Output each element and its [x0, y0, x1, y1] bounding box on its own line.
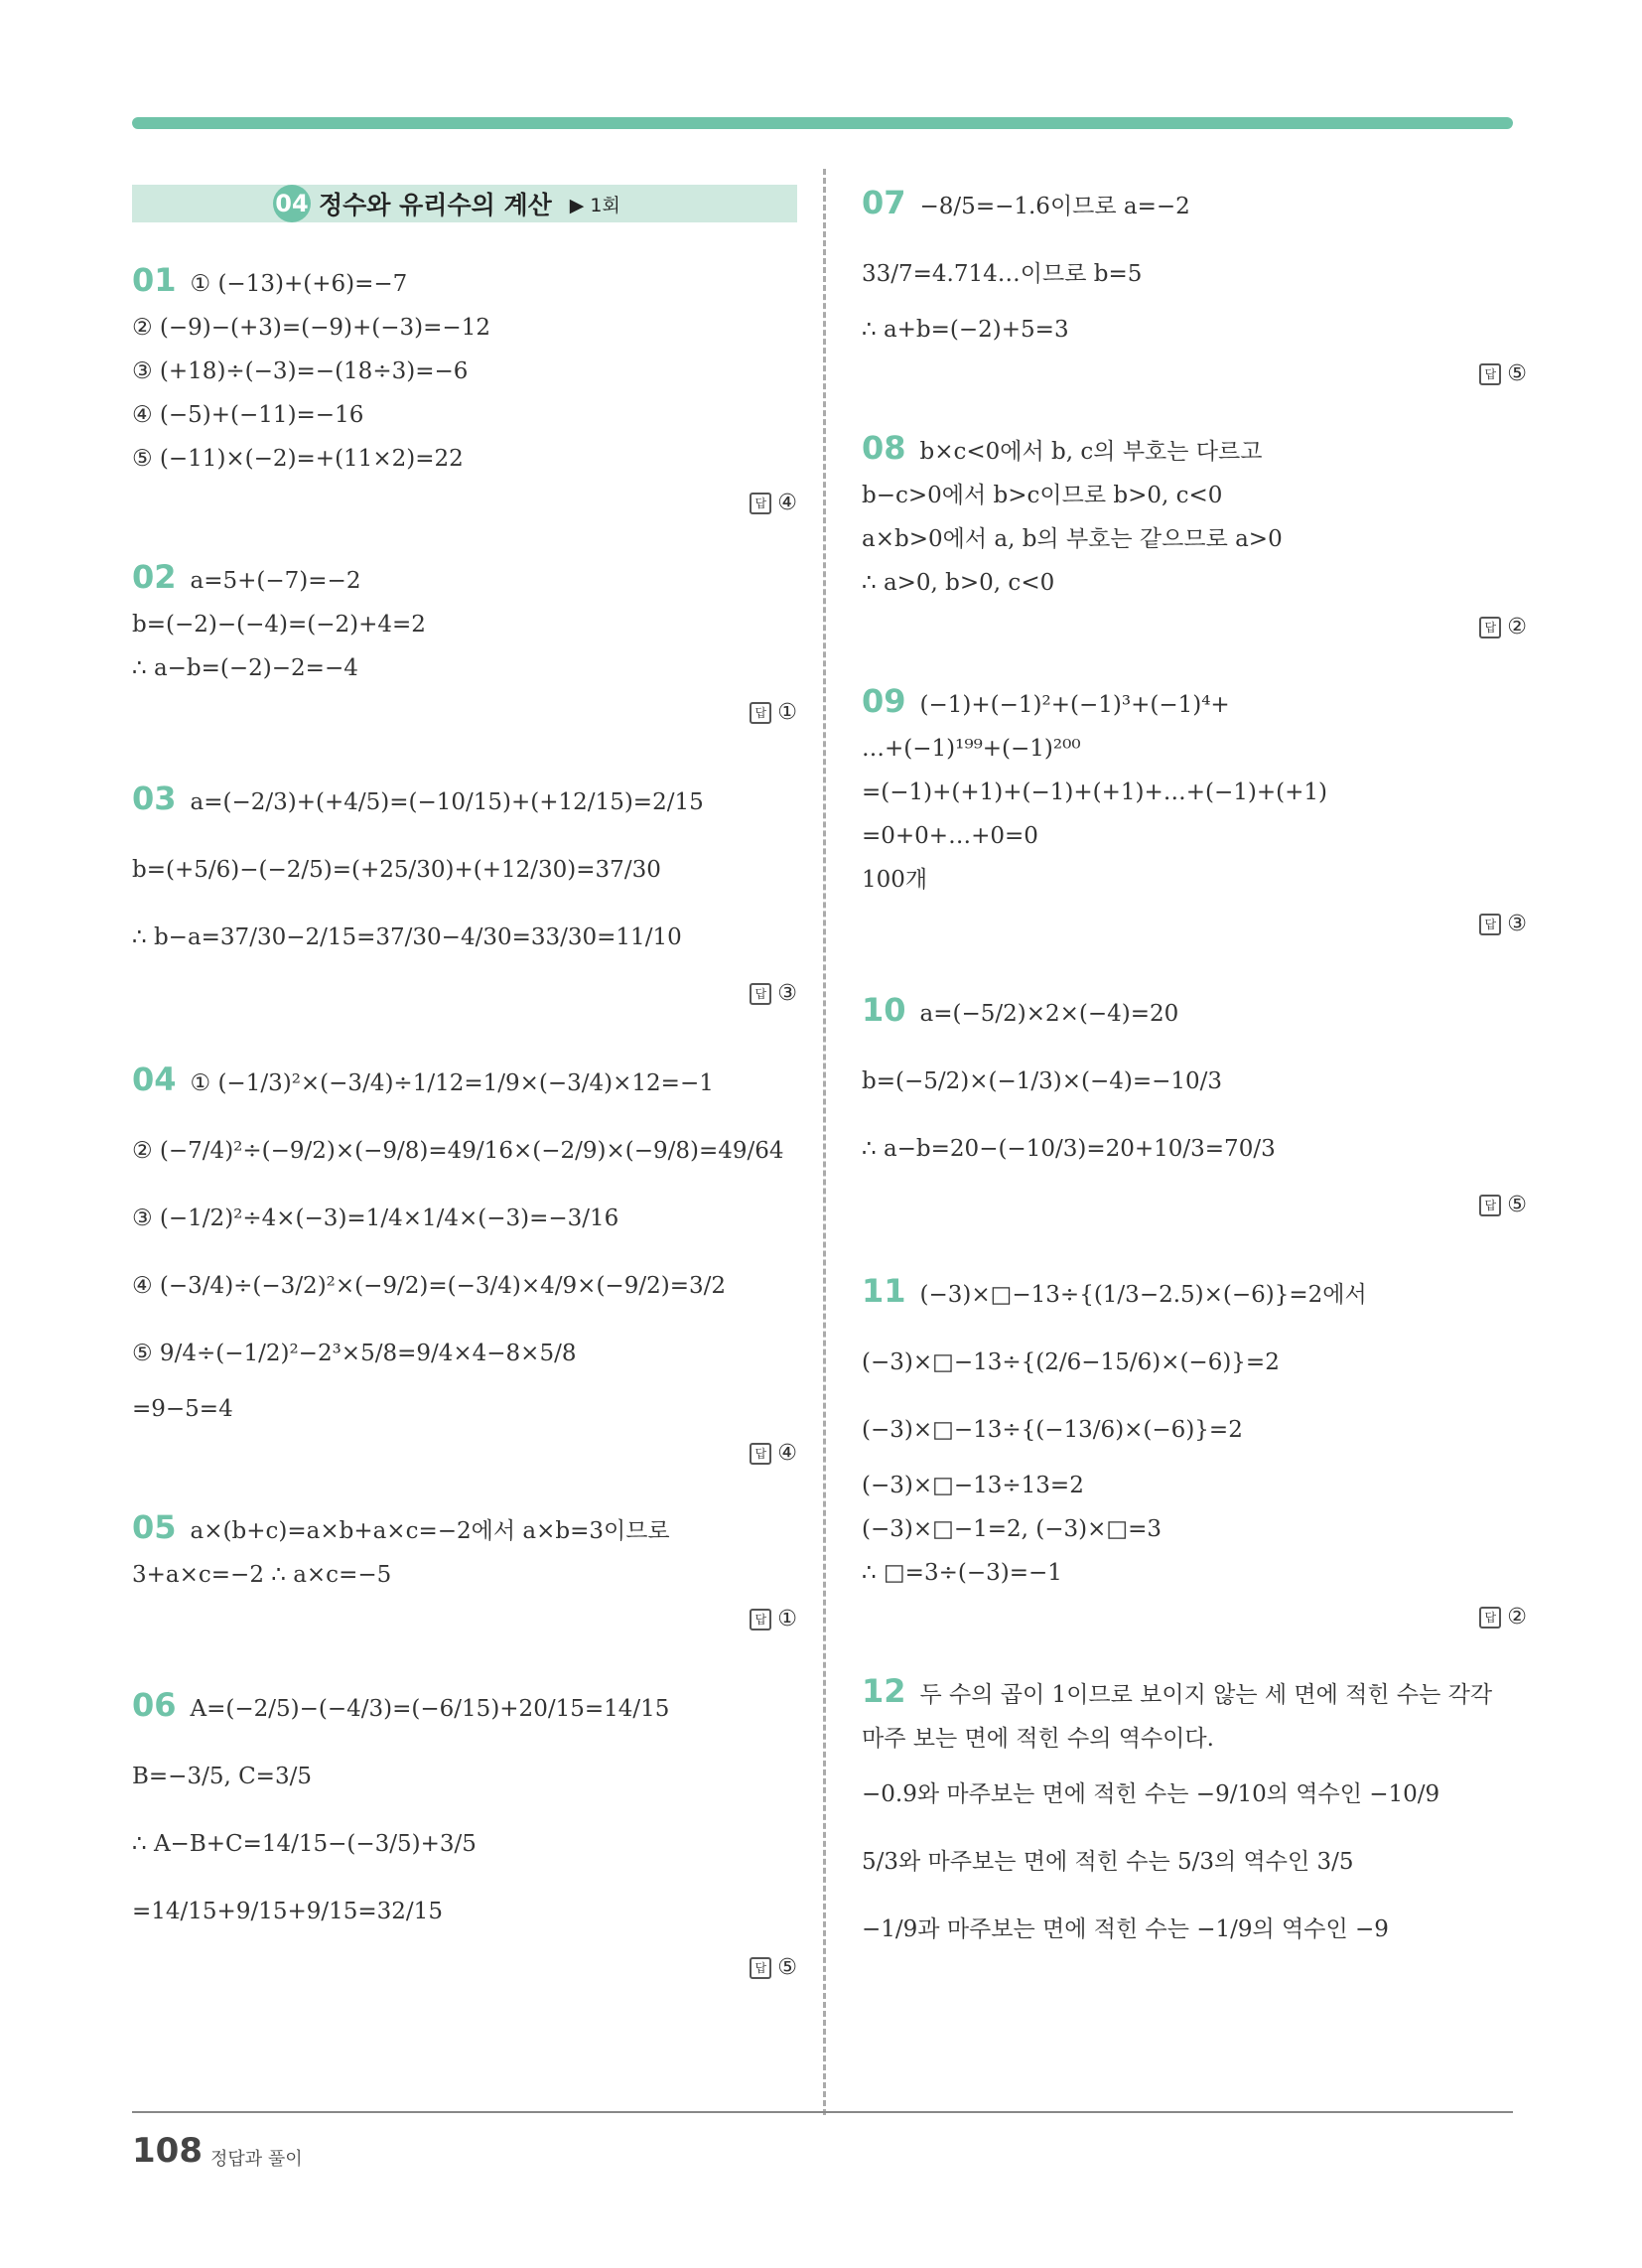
solution-text: ④ (−3/4)÷(−3/2)²×(−9/2)=(−3/4)×4/9×(−9/2)=3/2 — [132, 1273, 726, 1299]
right-problems — [862, 169, 1527, 1963]
solution-line — [132, 1505, 797, 1553]
solution-line — [862, 1717, 1527, 1761]
solution-line — [862, 1896, 1527, 1963]
solution-line — [132, 603, 797, 646]
solution-line — [862, 1257, 1527, 1329]
answer-icon: 답 — [750, 493, 771, 514]
answer-icon: 답 — [1479, 617, 1501, 638]
solution-line — [862, 1048, 1527, 1115]
section-header — [132, 185, 797, 222]
solution-line — [132, 1252, 797, 1320]
solution-text: a=(−5/2)×2×(−4)=20 — [919, 1001, 1179, 1027]
solution-line — [132, 350, 797, 393]
answer-icon: 답 — [750, 1609, 771, 1630]
solution-text: ② (−7/4)²÷(−9/2)×(−9/8)=49/16×(−2/9)×(−9/8)=49/64 — [132, 1138, 784, 1164]
footer-line — [132, 2111, 1513, 2113]
solution-text: 100개 — [862, 867, 928, 893]
answer-value: ② — [1507, 1605, 1527, 1630]
solution-text: A=(−2/5)−(−4/3)=(−6/15)+20/15=14/15 — [190, 1696, 670, 1722]
problem-03 — [132, 765, 797, 1006]
solution-line — [862, 1507, 1527, 1551]
solution-line — [862, 426, 1527, 474]
solution-text: 3+a×c=−2 ∴ a×c=−5 — [132, 1562, 392, 1588]
problem-number: 06 — [132, 1686, 177, 1724]
solution-line — [862, 1828, 1527, 1896]
solution-text: B=−3/5, C=3/5 — [132, 1764, 312, 1789]
solution-text: (−3)×□−13÷13=2 — [862, 1473, 1084, 1498]
solution-text: −1/9과 마주보는 면에 적힌 수는 −1/9의 역수인 −9 — [862, 1916, 1389, 1942]
solution-text: b−c>0에서 b>c이므로 b>0, c<0 — [862, 483, 1223, 508]
top-bar — [132, 117, 1513, 129]
solution-text: 마주 보는 면에 적힌 수의 역수이다. — [862, 1726, 1214, 1752]
page-label: 정답과 풀이 — [210, 2149, 303, 2170]
problem-number: 11 — [862, 1272, 906, 1310]
solution-line — [862, 976, 1527, 1048]
problem-12 — [862, 1669, 1527, 1963]
solution-text: ② (−9)−(+3)=(−9)+(−3)=−12 — [132, 315, 490, 341]
solution-line — [862, 308, 1527, 352]
answer-value: ② — [1507, 615, 1527, 639]
solution-text: =0+0+…+0=0 — [862, 823, 1038, 849]
answer — [862, 912, 1527, 936]
solution-line — [132, 258, 797, 306]
answer — [132, 491, 797, 515]
answer-value: ⑤ — [1507, 1193, 1527, 1217]
solution-text: 33/7=4.714…이므로 b=5 — [862, 261, 1143, 287]
problem-number: 05 — [132, 1508, 177, 1546]
solution-line — [132, 1553, 797, 1597]
answer-icon: 답 — [1479, 1195, 1501, 1216]
solution-line — [862, 679, 1527, 727]
answer-value: ④ — [777, 1441, 797, 1466]
solution-text: ① (−1/3)²×(−3/4)÷1/12=1/9×(−3/4)×12=−1 — [190, 1070, 714, 1096]
solution-text: ⑤ (−11)×(−2)=+(11×2)=22 — [132, 446, 464, 472]
solution-line — [132, 1320, 797, 1387]
column-divider — [823, 169, 826, 2115]
solution-line — [132, 1046, 797, 1117]
answer — [862, 615, 1527, 639]
solution-line — [132, 1387, 797, 1431]
answer-icon: 답 — [750, 1957, 771, 1979]
solution-text: =14/15+9/15+9/15=32/15 — [132, 1899, 443, 1924]
solution-line — [132, 437, 797, 481]
solution-line — [862, 240, 1527, 308]
problem-08 — [862, 426, 1527, 639]
solution-text: (−1)+(−1)²+(−1)³+(−1)⁴+ — [919, 692, 1230, 718]
solution-text: ∴ A−B+C=14/15−(−3/5)+3/5 — [132, 1831, 477, 1857]
answer-value: ④ — [777, 491, 797, 515]
problem-number: 08 — [862, 429, 906, 467]
solution-text: ∴ a+b=(−2)+5=3 — [862, 317, 1069, 343]
answer — [862, 361, 1527, 386]
solution-line — [862, 1464, 1527, 1507]
solution-text: ⑤ 9/4÷(−1/2)²−2³×5/8=9/4×4−8×5/8 — [132, 1341, 577, 1366]
solution-line — [862, 858, 1527, 902]
left-column — [132, 169, 797, 2020]
problem-07 — [862, 169, 1527, 386]
solution-text: a=5+(−7)=−2 — [190, 568, 361, 594]
solution-text: ∴ a−b=(−2)−2=−4 — [132, 655, 358, 681]
solution-text: ④ (−5)+(−11)=−16 — [132, 402, 364, 428]
solution-text: ③ (+18)÷(−3)=−(18÷3)=−6 — [132, 358, 469, 384]
solution-text: =(−1)+(+1)+(−1)+(+1)+…+(−1)+(+1) — [862, 780, 1328, 805]
answer — [132, 700, 797, 725]
section-number: 04 — [273, 185, 311, 222]
problem-number: 02 — [132, 558, 177, 596]
problem-02 — [132, 555, 797, 725]
solution-text: a=(−2/3)+(+4/5)=(−10/15)+(+12/15)=2/15 — [190, 789, 704, 815]
problem-01 — [132, 258, 797, 515]
right-column — [862, 169, 1527, 2003]
problem-number: 09 — [862, 682, 906, 720]
section-tag: ▶ 1회 — [569, 194, 620, 216]
solution-line — [132, 555, 797, 603]
answer-icon: 답 — [1479, 1607, 1501, 1629]
answer-icon: 답 — [1479, 363, 1501, 385]
solution-text: ① (−13)+(+6)=−7 — [190, 271, 408, 297]
solution-line — [862, 1551, 1527, 1595]
solution-line — [862, 169, 1527, 240]
solution-text: 두 수의 곱이 1이므로 보이지 않는 세 면에 적힌 수는 각각 — [919, 1682, 1493, 1708]
problem-09 — [862, 679, 1527, 936]
problem-number: 03 — [132, 780, 177, 817]
solution-text: b×c<0에서 b, c의 부호는 다르고 — [919, 439, 1263, 465]
answer — [132, 1955, 797, 1980]
solution-line — [132, 306, 797, 350]
solution-line — [132, 904, 797, 971]
answer-value: ① — [777, 1607, 797, 1631]
solution-line — [132, 1671, 797, 1743]
solution-line — [862, 517, 1527, 561]
problem-10 — [862, 976, 1527, 1217]
solution-text: a×(b+c)=a×b+a×c=−2에서 a×b=3이므로 — [190, 1518, 670, 1544]
solution-text: (−3)×□−1=2, (−3)×□=3 — [862, 1516, 1163, 1542]
problem-number: 01 — [132, 261, 177, 299]
answer-value: ⑤ — [777, 1955, 797, 1980]
solution-text: b=(−2)−(−4)=(−2)+4=2 — [132, 612, 426, 638]
solution-text: ∴ a−b=20−(−10/3)=20+10/3=70/3 — [862, 1136, 1276, 1162]
answer-icon: 답 — [750, 983, 771, 1005]
solution-text: …+(−1)¹⁹⁹+(−1)²⁰⁰ — [862, 736, 1081, 762]
solution-line — [132, 1878, 797, 1945]
solution-line — [862, 771, 1527, 814]
answer — [132, 1441, 797, 1466]
answer — [862, 1193, 1527, 1217]
answer-icon: 답 — [1479, 914, 1501, 935]
solution-text: 5/3와 마주보는 면에 적힌 수는 5/3의 역수인 3/5 — [862, 1849, 1354, 1875]
solution-line — [862, 1329, 1527, 1396]
solution-line — [862, 474, 1527, 517]
section-title: 정수와 유리수의 계산 — [319, 191, 552, 219]
answer-value: ③ — [1507, 912, 1527, 936]
problem-number: 10 — [862, 991, 906, 1029]
solution-line — [862, 727, 1527, 771]
solution-line — [132, 1185, 797, 1252]
solution-line — [862, 561, 1527, 605]
problem-11 — [862, 1257, 1527, 1630]
solution-line — [132, 1810, 797, 1878]
answer-icon: 답 — [750, 702, 771, 724]
solution-line — [862, 1115, 1527, 1183]
solution-text: −8/5=−1.6이므로 a=−2 — [919, 194, 1190, 219]
problem-06 — [132, 1671, 797, 1980]
solution-text: (−3)×□−13÷{(2/6−15/6)×(−6)}=2 — [862, 1349, 1280, 1375]
solution-line — [862, 814, 1527, 858]
solution-text: ∴ b−a=37/30−2/15=37/30−4/30=33/30=11/10 — [132, 924, 682, 950]
solution-line — [862, 1761, 1527, 1828]
solution-text: −0.9와 마주보는 면에 적힌 수는 −9/10의 역수인 −10/9 — [862, 1781, 1440, 1807]
problem-number: 07 — [862, 184, 906, 221]
solution-line — [132, 1743, 797, 1810]
answer — [132, 1607, 797, 1631]
solution-line — [132, 765, 797, 836]
problem-05 — [132, 1505, 797, 1631]
solution-text: (−3)×□−13÷{(1/3−2.5)×(−6)}=2에서 — [919, 1282, 1367, 1308]
solution-text: b=(−5/2)×(−1/3)×(−4)=−10/3 — [862, 1068, 1223, 1094]
problem-number: 04 — [132, 1061, 177, 1098]
answer — [862, 1605, 1527, 1630]
left-problems — [132, 258, 797, 1980]
solution-line — [132, 836, 797, 904]
solution-text: a×b>0에서 a, b의 부호는 같으므로 a>0 — [862, 526, 1283, 552]
answer — [132, 981, 797, 1006]
solution-line — [132, 393, 797, 437]
answer-value: ⑤ — [1507, 361, 1527, 386]
solution-line — [862, 1669, 1527, 1717]
solution-line — [132, 1117, 797, 1185]
answer-icon: 답 — [750, 1443, 771, 1465]
page-number: 108 — [132, 2131, 203, 2171]
solution-text: ∴ □=3÷(−3)=−1 — [862, 1560, 1062, 1586]
solution-text: ③ (−1/2)²÷4×(−3)=1/4×1/4×(−3)=−3/16 — [132, 1205, 619, 1231]
solution-text: ∴ a>0, b>0, c<0 — [862, 570, 1055, 596]
solution-line — [862, 1396, 1527, 1464]
problem-number: 12 — [862, 1672, 906, 1710]
solution-text: =9−5=4 — [132, 1396, 233, 1422]
answer-value: ③ — [777, 981, 797, 1006]
solution-line — [132, 646, 797, 690]
problem-04 — [132, 1046, 797, 1466]
solution-text: b=(+5/6)−(−2/5)=(+25/30)+(+12/30)=37/30 — [132, 857, 661, 883]
answer-value: ① — [777, 700, 797, 725]
solution-text: (−3)×□−13÷{(−13/6)×(−6)}=2 — [862, 1417, 1243, 1443]
